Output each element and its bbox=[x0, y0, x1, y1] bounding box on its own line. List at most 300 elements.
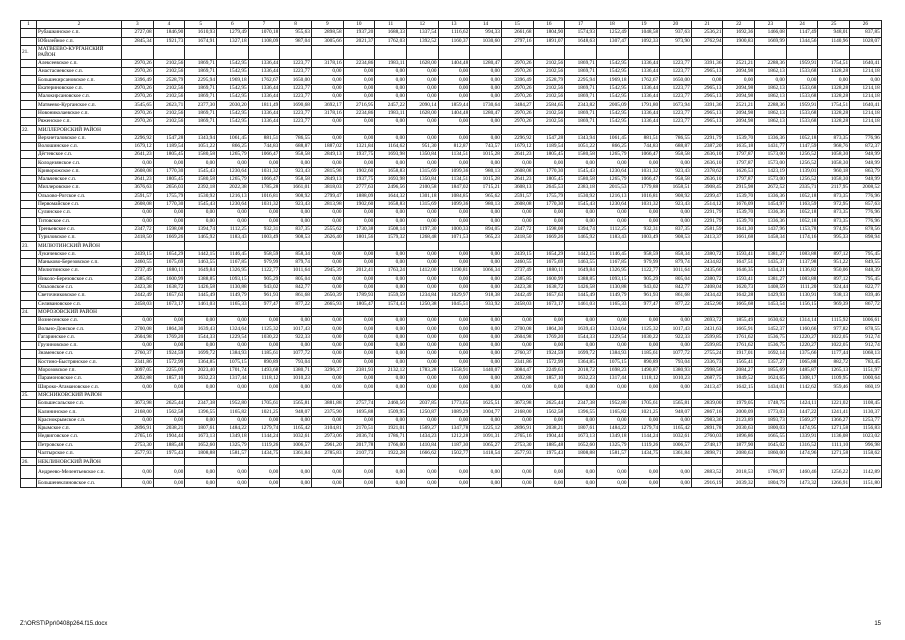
value-cell: 1021,25 bbox=[248, 408, 280, 416]
empty-cell bbox=[818, 126, 850, 134]
value-cell: 0,00 bbox=[596, 466, 628, 479]
value-cell: 1975,43 bbox=[533, 449, 565, 457]
table-row bbox=[21, 68, 882, 76]
value-cell: 2641,23 bbox=[122, 176, 154, 184]
tariff-table bbox=[20, 20, 882, 488]
settlement-name: Светочниковское с.п. bbox=[37, 292, 122, 300]
empty-cell bbox=[660, 45, 692, 59]
empty-cell bbox=[21, 225, 37, 233]
value-cell: 2102,56 bbox=[533, 93, 565, 101]
value-cell: 1773,03 bbox=[755, 408, 787, 416]
empty-cell bbox=[406, 458, 438, 466]
value-cell: 0,00 bbox=[565, 466, 597, 479]
value-cell: 1880,11 bbox=[153, 267, 185, 275]
value-cell: 1214,18 bbox=[850, 109, 882, 117]
table-row bbox=[21, 101, 882, 109]
value-cell: 0,00 bbox=[438, 383, 470, 391]
value-cell: 0,00 bbox=[153, 479, 185, 487]
value-cell: 1461,03 bbox=[185, 300, 217, 308]
value-cell: 923,43 bbox=[660, 200, 692, 208]
value-cell: 0,00 bbox=[406, 375, 438, 383]
value-cell: 0,00 bbox=[596, 383, 628, 391]
value-cell: 961,93 bbox=[248, 292, 280, 300]
value-cell: 0,00 bbox=[691, 76, 723, 84]
value-cell: 2692,88 bbox=[122, 375, 154, 383]
value-cell: 1699,72 bbox=[565, 350, 597, 358]
value-cell: 0,00 bbox=[406, 159, 438, 167]
empty-cell bbox=[596, 126, 628, 134]
value-cell: 1139,01 bbox=[786, 167, 818, 175]
value-cell: 2965,13 bbox=[691, 93, 723, 101]
empty-cell bbox=[375, 308, 407, 316]
value-cell: 1762,67 bbox=[628, 76, 660, 84]
value-cell: 2291,79 bbox=[691, 217, 723, 225]
value-cell: 0,00 bbox=[628, 217, 660, 225]
value-cell: 1326,95 bbox=[216, 267, 248, 275]
table-row bbox=[21, 134, 882, 142]
empty-cell bbox=[21, 192, 37, 200]
table-row bbox=[21, 250, 882, 258]
value-cell: 1223,77 bbox=[660, 117, 692, 125]
value-cell: 1119,26 bbox=[248, 441, 280, 449]
empty-cell bbox=[818, 45, 850, 59]
value-cell: 0,00 bbox=[280, 466, 312, 479]
value-cell: 2377,30 bbox=[185, 101, 217, 109]
value-cell: 1463,55 bbox=[565, 259, 597, 267]
value-cell: 0,00 bbox=[375, 117, 407, 125]
value-cell: 1280,47 bbox=[470, 59, 502, 67]
empty-cell bbox=[660, 308, 692, 316]
value-cell: 0,00 bbox=[406, 383, 438, 391]
value-cell: 1808,88 bbox=[185, 449, 217, 457]
value-cell: 1547,28 bbox=[533, 134, 565, 142]
value-cell: 1539,70 bbox=[723, 192, 755, 200]
value-cell: 1165,82 bbox=[596, 408, 628, 416]
value-cell: 1022,05 bbox=[818, 341, 850, 349]
value-cell: 2883,52 bbox=[691, 466, 723, 479]
value-cell: 0,00 bbox=[343, 259, 375, 267]
table-row bbox=[21, 466, 882, 479]
value-cell: 1051,22 bbox=[565, 142, 597, 150]
value-cell: 1116,62 bbox=[438, 29, 470, 37]
empty-cell bbox=[343, 458, 375, 466]
value-cell: 0,00 bbox=[470, 134, 502, 142]
value-cell: 3818,03 bbox=[311, 184, 343, 192]
value-cell: 1544,33 bbox=[185, 333, 217, 341]
value-cell: 1223,77 bbox=[660, 59, 692, 67]
value-cell: 1855,69 bbox=[755, 366, 787, 374]
empty-cell bbox=[375, 45, 407, 59]
value-cell: 1649,84 bbox=[185, 267, 217, 275]
settlement-name: Милютинское с.п. bbox=[37, 267, 122, 275]
value-cell: 786,55 bbox=[660, 134, 692, 142]
value-cell: 1539,70 bbox=[723, 134, 755, 142]
value-cell: 1542,95 bbox=[216, 93, 248, 101]
value-cell: 1158,62 bbox=[850, 449, 882, 457]
value-cell: 2656,03 bbox=[153, 184, 185, 192]
value-cell: 1642,15 bbox=[723, 383, 755, 391]
value-cell: 0,00 bbox=[470, 283, 502, 291]
empty-cell bbox=[216, 308, 248, 316]
value-cell: 1869,71 bbox=[565, 59, 597, 67]
value-cell: 0,00 bbox=[248, 479, 280, 487]
value-cell: 1536,75 bbox=[755, 333, 787, 341]
empty-cell bbox=[185, 45, 217, 59]
value-cell: 0,00 bbox=[470, 375, 502, 383]
value-cell: 0,00 bbox=[660, 416, 692, 424]
value-cell: 1959,91 bbox=[786, 59, 818, 67]
table-row bbox=[21, 383, 882, 391]
value-cell: 1010,23 bbox=[660, 375, 692, 383]
value-cell: 2094,98 bbox=[723, 109, 755, 117]
value-cell: 1336,36 bbox=[755, 192, 787, 200]
empty-cell bbox=[375, 458, 407, 466]
value-cell: 1937,75 bbox=[343, 176, 375, 184]
empty-cell bbox=[691, 242, 723, 250]
value-cell: 0,00 bbox=[280, 341, 312, 349]
value-cell: 0,00 bbox=[343, 466, 375, 479]
value-cell: 0,00 bbox=[565, 209, 597, 217]
value-cell: 1125,32 bbox=[248, 325, 280, 333]
value-cell: 2022,38 bbox=[216, 184, 248, 192]
value-cell: 1052,18 bbox=[786, 217, 818, 225]
value-cell: 1315,69 bbox=[406, 200, 438, 208]
empty-cell bbox=[21, 466, 37, 479]
value-cell: 1983,11 bbox=[375, 59, 407, 67]
value-cell: 0,00 bbox=[248, 416, 280, 424]
value-cell: 1693,98 bbox=[375, 176, 407, 184]
value-cell: 0,00 bbox=[343, 275, 375, 283]
value-cell: 1917,01 bbox=[723, 350, 755, 358]
column-number: 18 bbox=[596, 21, 628, 29]
value-cell: 1361,84 bbox=[660, 449, 692, 457]
value-cell: 2599,85 bbox=[691, 341, 723, 349]
value-cell: 2813,98 bbox=[311, 200, 343, 208]
value-cell: 1690,68 bbox=[280, 101, 312, 109]
value-cell: 0,00 bbox=[406, 358, 438, 366]
value-cell: 1458,34 bbox=[755, 234, 787, 242]
value-cell: 955,63 bbox=[280, 29, 312, 37]
value-cell: 0,00 bbox=[470, 341, 502, 349]
value-cell: 1688,33 bbox=[375, 29, 407, 37]
value-cell: 0,00 bbox=[280, 209, 312, 217]
empty-cell bbox=[248, 308, 280, 316]
empty-cell bbox=[153, 391, 185, 399]
value-cell: 0,00 bbox=[470, 466, 502, 479]
value-cell: 2970,26 bbox=[501, 59, 533, 67]
settlement-name: Грузиновское с.п. bbox=[37, 341, 122, 349]
value-cell: 1484,22 bbox=[216, 424, 248, 432]
value-cell: 0,00 bbox=[438, 325, 470, 333]
value-cell: 2170,51 bbox=[343, 424, 375, 432]
empty-cell bbox=[185, 458, 217, 466]
empty-cell bbox=[755, 126, 787, 134]
value-cell: 0,00 bbox=[628, 209, 660, 217]
value-cell: 1349,18 bbox=[216, 433, 248, 441]
value-cell: 1650,00 bbox=[280, 76, 312, 84]
value-cell: 2528,79 bbox=[533, 76, 565, 84]
empty-cell bbox=[533, 458, 565, 466]
value-cell: 1429,93 bbox=[755, 292, 787, 300]
value-cell: 1404,48 bbox=[438, 109, 470, 117]
value-cell: 1638,72 bbox=[153, 283, 185, 291]
value-cell: 2460,55 bbox=[501, 259, 533, 267]
empty-cell bbox=[21, 151, 37, 159]
value-cell: 1437,96 bbox=[755, 225, 787, 233]
value-cell: 1066,47 bbox=[248, 176, 280, 184]
empty-cell bbox=[21, 209, 37, 217]
value-cell: 1445,49 bbox=[565, 292, 597, 300]
empty-cell bbox=[850, 45, 882, 59]
value-cell: 2295,94 bbox=[185, 76, 217, 84]
empty-cell bbox=[21, 184, 37, 192]
value-cell: 1052,18 bbox=[786, 209, 818, 217]
value-cell: 3178,16 bbox=[311, 59, 343, 67]
value-cell: 1223,77 bbox=[280, 84, 312, 92]
value-cell: 0,00 bbox=[185, 317, 217, 325]
value-cell: 0,00 bbox=[438, 209, 470, 217]
value-cell: 0,00 bbox=[628, 479, 660, 487]
value-cell: 2626,40 bbox=[311, 234, 343, 242]
value-cell: 2700,08 bbox=[501, 325, 533, 333]
value-cell: 2347,38 bbox=[565, 400, 597, 408]
value-cell: 2983,36 bbox=[691, 416, 723, 424]
value-cell: 1223,77 bbox=[660, 84, 692, 92]
value-cell: 0,00 bbox=[533, 159, 565, 167]
value-cell: 0,00 bbox=[628, 416, 660, 424]
value-cell: 0,00 bbox=[375, 259, 407, 267]
value-cell: 1763,24 bbox=[375, 267, 407, 275]
value-cell: 1789,93 bbox=[343, 292, 375, 300]
value-cell: 3396,49 bbox=[501, 76, 533, 84]
value-cell: 2090,14 bbox=[406, 101, 438, 109]
empty-cell bbox=[850, 391, 882, 399]
empty-cell bbox=[755, 45, 787, 59]
value-cell: 0,00 bbox=[660, 217, 692, 225]
value-cell: 0,00 bbox=[470, 416, 502, 424]
value-cell: 2439,15 bbox=[501, 250, 533, 258]
value-cell: 0,00 bbox=[438, 134, 470, 142]
empty-cell bbox=[723, 45, 755, 59]
value-cell: 2117,95 bbox=[818, 184, 850, 192]
value-cell: 1156,15 bbox=[786, 300, 818, 308]
value-cell: 0,00 bbox=[406, 283, 438, 291]
empty-cell bbox=[755, 458, 787, 466]
value-cell: 1434,75 bbox=[628, 449, 660, 457]
value-cell: 1109,95 bbox=[818, 375, 850, 383]
value-cell: 0,00 bbox=[565, 217, 597, 225]
value-cell: 2123,89 bbox=[723, 416, 755, 424]
value-cell: 2021,37 bbox=[343, 37, 375, 45]
empty-cell bbox=[343, 391, 375, 399]
empty-cell bbox=[501, 242, 533, 250]
value-cell: 2672,52 bbox=[755, 184, 787, 192]
value-cell: 1031,32 bbox=[628, 200, 660, 208]
value-cell: 0,00 bbox=[818, 76, 850, 84]
value-cell: 1975,43 bbox=[153, 449, 185, 457]
value-cell: 1003,49 bbox=[628, 234, 660, 242]
value-cell: 1642,28 bbox=[723, 292, 755, 300]
column-number: 21 bbox=[691, 21, 723, 29]
value-cell: 908,92 bbox=[280, 192, 312, 200]
value-cell: 1061,45 bbox=[216, 134, 248, 142]
value-cell: 3484,27 bbox=[501, 101, 533, 109]
value-cell: 1061,45 bbox=[596, 134, 628, 142]
value-cell: 948,99 bbox=[850, 176, 882, 184]
value-cell: 1151,97 bbox=[850, 366, 882, 374]
value-cell: 1418,54 bbox=[470, 449, 502, 457]
value-cell: 0,00 bbox=[153, 159, 185, 167]
value-cell: 2439,15 bbox=[122, 250, 154, 258]
value-cell: 2845,34 bbox=[122, 37, 154, 45]
value-cell: 3396,49 bbox=[122, 76, 154, 84]
empty-cell bbox=[565, 308, 597, 316]
value-cell: 2815,98 bbox=[311, 167, 343, 175]
value-cell: 977,82 bbox=[818, 325, 850, 333]
value-cell: 1214,18 bbox=[850, 84, 882, 92]
value-cell: 1442,15 bbox=[565, 250, 597, 258]
value-cell: 0,00 bbox=[122, 341, 154, 349]
settlement-name: Морозовское г.п. bbox=[37, 366, 122, 374]
settlement-name: Мальчевское с.п. bbox=[37, 176, 122, 184]
value-cell: 1673,94 bbox=[660, 101, 692, 109]
value-cell: 1542,95 bbox=[216, 109, 248, 117]
empty-cell bbox=[470, 242, 502, 250]
value-cell: 1006,61 bbox=[850, 317, 882, 325]
value-cell: 1800,03 bbox=[755, 424, 787, 432]
empty-cell bbox=[21, 383, 37, 391]
value-cell: 1265,79 bbox=[596, 151, 628, 159]
empty-cell bbox=[21, 350, 37, 358]
empty-cell bbox=[311, 308, 343, 316]
value-cell: 2023,40 bbox=[185, 366, 217, 374]
value-cell: 2591,57 bbox=[501, 192, 533, 200]
value-cell: 1862,13 bbox=[755, 93, 787, 101]
value-cell: 1766,00 bbox=[375, 441, 407, 449]
value-cell: 2591,57 bbox=[122, 192, 154, 200]
settlement-name: Костино-Быстрянское с.п. bbox=[37, 358, 122, 366]
value-cell: 3005,66 bbox=[311, 37, 343, 45]
settlement-name: Ольховское с.п. bbox=[37, 283, 122, 291]
empty-cell bbox=[723, 458, 755, 466]
value-cell: 0,00 bbox=[280, 317, 312, 325]
value-cell: 0,00 bbox=[406, 479, 438, 487]
table-row bbox=[21, 209, 882, 217]
value-cell: 0,00 bbox=[311, 416, 343, 424]
value-cell: 2521,21 bbox=[723, 101, 755, 109]
value-cell: 0,00 bbox=[660, 341, 692, 349]
value-cell: 2168,00 bbox=[122, 408, 154, 416]
value-cell: 1572,99 bbox=[153, 358, 185, 366]
value-cell: 890,89 bbox=[248, 358, 280, 366]
value-cell: 1649,84 bbox=[565, 267, 597, 275]
document-page bbox=[20, 20, 881, 488]
district-number: 23. bbox=[21, 242, 37, 250]
value-cell: 0,00 bbox=[375, 134, 407, 142]
value-cell: 1635,18 bbox=[723, 142, 755, 150]
empty-cell bbox=[21, 142, 37, 150]
value-cell: 0,00 bbox=[122, 479, 154, 487]
value-cell: 1574,93 bbox=[565, 29, 597, 37]
value-cell: 1230,64 bbox=[596, 200, 628, 208]
table-row bbox=[21, 441, 882, 449]
value-cell: 1349,18 bbox=[596, 433, 628, 441]
value-cell: 932,31 bbox=[628, 225, 660, 233]
value-cell: 1380,71 bbox=[280, 366, 312, 374]
empty-cell bbox=[818, 308, 850, 316]
value-cell: 1801,56 bbox=[343, 234, 375, 242]
value-cell: 2347,38 bbox=[185, 400, 217, 408]
empty-cell bbox=[153, 308, 185, 316]
value-cell: 948,99 bbox=[850, 151, 882, 159]
value-cell: 1465,92 bbox=[565, 234, 597, 242]
value-cell: 2039,32 bbox=[723, 479, 755, 487]
empty-cell bbox=[438, 391, 470, 399]
value-cell: 1435,37 bbox=[755, 259, 787, 267]
value-cell: 1797,87 bbox=[723, 151, 755, 159]
value-cell: 0,00 bbox=[185, 479, 217, 487]
value-cell: 2636,10 bbox=[691, 159, 723, 167]
value-cell: 0,00 bbox=[311, 159, 343, 167]
value-cell: 1394,74 bbox=[185, 225, 217, 233]
table-row bbox=[21, 416, 882, 424]
value-cell: 0,00 bbox=[438, 250, 470, 258]
value-cell: 2435,66 bbox=[691, 267, 723, 275]
table-row bbox=[21, 325, 882, 333]
value-cell: 1032,61 bbox=[660, 433, 692, 441]
empty-cell bbox=[533, 126, 565, 134]
table-row bbox=[21, 184, 882, 192]
settlement-name: Андреево-Мелентьевское с.п. bbox=[37, 466, 122, 479]
value-cell: 2970,26 bbox=[501, 84, 533, 92]
empty-cell bbox=[21, 283, 37, 291]
empty-cell bbox=[691, 308, 723, 316]
value-cell: 2442,49 bbox=[122, 292, 154, 300]
empty-cell bbox=[21, 101, 37, 109]
value-cell: 2608,08 bbox=[122, 200, 154, 208]
value-cell: 2017,78 bbox=[343, 441, 375, 449]
value-cell: 3296,37 bbox=[311, 366, 343, 374]
value-cell: 1983,11 bbox=[375, 109, 407, 117]
column-number: 26 bbox=[850, 21, 882, 29]
district-title: МЯСНИКОВСКИЙ РАЙОН bbox=[37, 391, 122, 399]
value-cell: 2665,93 bbox=[311, 300, 343, 308]
value-cell: 2970,26 bbox=[501, 93, 533, 101]
value-cell: 0,00 bbox=[438, 76, 470, 84]
value-cell: 0,00 bbox=[248, 159, 280, 167]
empty-cell bbox=[21, 449, 37, 457]
value-cell: 1902,60 bbox=[343, 167, 375, 175]
value-cell: 1177,44 bbox=[818, 350, 850, 358]
empty-cell bbox=[786, 45, 818, 59]
value-cell: 2608,08 bbox=[501, 200, 533, 208]
empty-cell bbox=[21, 325, 37, 333]
value-cell: 2965,13 bbox=[691, 84, 723, 92]
empty-cell bbox=[501, 308, 533, 316]
value-cell: 0,00 bbox=[438, 479, 470, 487]
value-cell: 1533,68 bbox=[786, 117, 818, 125]
value-cell: 977,47 bbox=[628, 300, 660, 308]
value-cell: 1900,83 bbox=[723, 37, 755, 45]
value-cell: 0,00 bbox=[343, 350, 375, 358]
settlement-name: Вознесенское с.п. bbox=[37, 317, 122, 325]
empty-cell bbox=[21, 167, 37, 175]
value-cell: 861,68 bbox=[660, 292, 692, 300]
value-cell: 0,00 bbox=[406, 217, 438, 225]
value-cell: 943,02 bbox=[628, 283, 660, 291]
table-row bbox=[21, 333, 882, 341]
table-row bbox=[21, 117, 882, 125]
